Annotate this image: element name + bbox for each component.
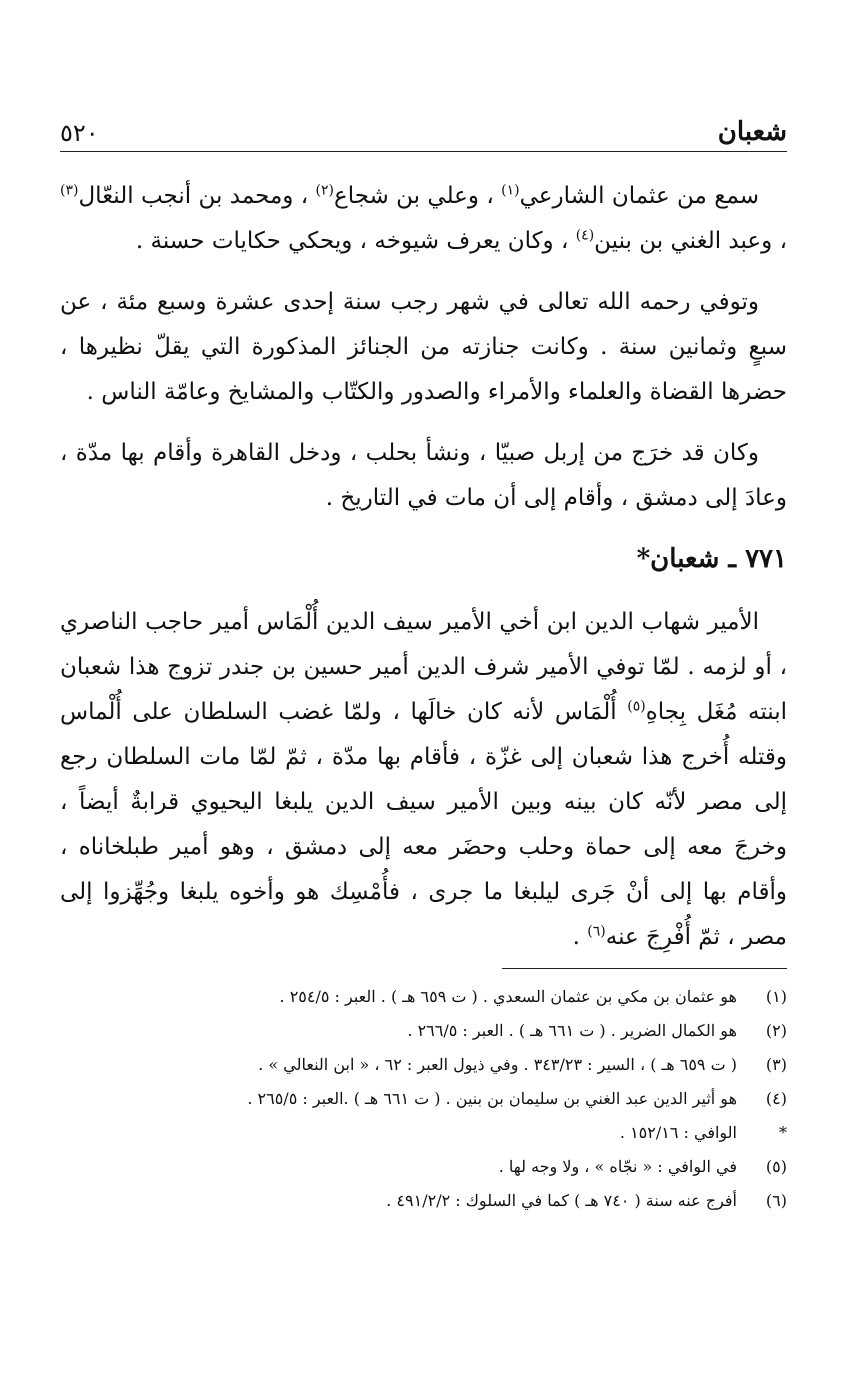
- paragraph-4-segment-2: أُلْمَاس لأنه كان خالَها ، ولمّا غضب السلطان على أُلْماس وقتله أُخرج هذا شعبان إلى غزّة ، فأقام بها مدّة ، ثمّ لمّا مات السلطان رجع إلى مصر لأنّه كان بينه وبين الأمير سيف الدين يلبغا اليحيوي قرابةٌ أيضاً ، وخرجَ معه إلى حماة وحلب وحضَر معه إلى دمشق ، وهو أمير طبلخاناه ، وأقام بها إلى أنْ جَرى ليلبغا ما جرى ، فأُمْسِك هو وأخوه يلبغا وجُهِّزوا إلى مصر ، ثمّ أُفْرِجَ عنه: [60, 699, 787, 950]
- paragraph-1-segment-3: ، ومحمد بن أنجب النعّال: [78, 183, 309, 209]
- footnote-ref-6: (٦): [587, 923, 606, 940]
- footnote-text: الوافي : ١٥٢/١٦ .: [619, 1123, 737, 1142]
- footnote-ref-1: (١): [501, 182, 520, 199]
- footnote-item: [60, 1048, 787, 1082]
- footnote-text: في الوافي : « نجّاه » ، ولا وجه لها .: [498, 1157, 737, 1176]
- paragraph-3: وكان قد خرَج من إربل صبيّا ، ونشأ بحلب ، ودخل القاهرة وأقام بها مدّة ، وعادَ إلى دمشق ، وأقام إلى أن مات في التاريخ .: [60, 440, 787, 511]
- paragraph-1-segment-2: ، وعلي بن شجاع: [333, 183, 494, 209]
- footnote-text: هو الكمال الضرير . ( ت ٦٦١ هـ ) . العبر : ٢٦٦/٥ .: [407, 1021, 737, 1040]
- footnote-item: [60, 1082, 787, 1116]
- paragraph-1-segment-5: ، وكان يعرف شيوخه ، ويحكي حكايات حسنة .: [135, 228, 569, 254]
- footnote-ref-2: (٢): [315, 182, 334, 199]
- footnotes: [60, 980, 787, 1218]
- footnote-text: هو أثير الدين عبد الغني بن سليمان بن بنين . ( ت ٦٦١ هـ ) .العبر : ٢٦٥/٥ .: [247, 1089, 737, 1108]
- footnote-mark: (٣): [765, 1055, 787, 1074]
- footnote-text: أفرج عنه سنة ( ٧٤٠ هـ ) كما في السلوك : ٤٩١/٢/٢ .: [386, 1191, 737, 1210]
- paragraph-4-segment-3: .: [572, 924, 580, 950]
- footnote-item: [60, 1150, 787, 1184]
- footnote-mark: (٢): [765, 1021, 787, 1040]
- footnote-ref-3: (٣): [60, 182, 79, 199]
- paragraph-4-segment-1: الأمير شهاب الدين ابن أخي الأمير سيف الدين أُلْمَاس أمير حاجب الناصري ، أو لزمه . لمّا توفي الأمير شرف الدين أمير حسين بن جندر تزوج هذا شعبان ابنته مُغَل بِجاهِ: [60, 609, 788, 725]
- footnote-item: [60, 1184, 787, 1218]
- page-number: ٥٢٠: [60, 119, 99, 147]
- paragraph-4: [60, 600, 787, 960]
- running-title: شعبان: [717, 117, 787, 147]
- footnote-mark: (١): [765, 987, 787, 1006]
- footnote-mark: (٤): [765, 1089, 787, 1108]
- footnote-text: هو عثمان بن مكي بن عثمان السعدي . ( ت ٦٥٩ هـ ) . العبر : ٢٥٤/٥ .: [279, 987, 737, 1006]
- footnote-item: [60, 980, 787, 1014]
- paragraph-1-segment-4: ، وعبد الغني بن بنين: [594, 228, 787, 254]
- entry-heading: ٧٧١ ـ شعبان*: [636, 544, 787, 574]
- footnote-divider: [502, 968, 787, 969]
- main-text: [60, 174, 787, 976]
- footnote-ref-4: (٤): [575, 227, 595, 244]
- page-header: [60, 108, 787, 152]
- footnote-text: ( ت ٦٥٩ هـ ) ، السير : ٣٤٣/٢٣ . وفي ذيول العبر : ٦٢ ، « ابن النعالي » .: [258, 1055, 737, 1074]
- paragraph-1-segment-1: سمع من عثمان الشارعي: [519, 183, 760, 209]
- footnote-item: [60, 1014, 787, 1048]
- footnote-mark: (٦): [765, 1191, 787, 1210]
- footnote-ref-5: (٥): [627, 698, 646, 715]
- footnote-mark: (٥): [765, 1157, 787, 1176]
- footnote-item: [60, 1116, 787, 1150]
- footnote-mark: *: [779, 1123, 787, 1142]
- paragraph-1: [60, 174, 787, 264]
- paragraph-2: وتوفي رحمه الله تعالى في شهر رجب سنة إحدى عشرة وسبع مئة ، عن سبعٍ وثمانين سنة . وكانت جنازته من الجنائز المذكورة التي يقلّ نظيرها ، حضرها القضاة والعلماء والأمراء والصدور والكتّاب والمشايخ وعامّة الناس .: [60, 289, 787, 405]
